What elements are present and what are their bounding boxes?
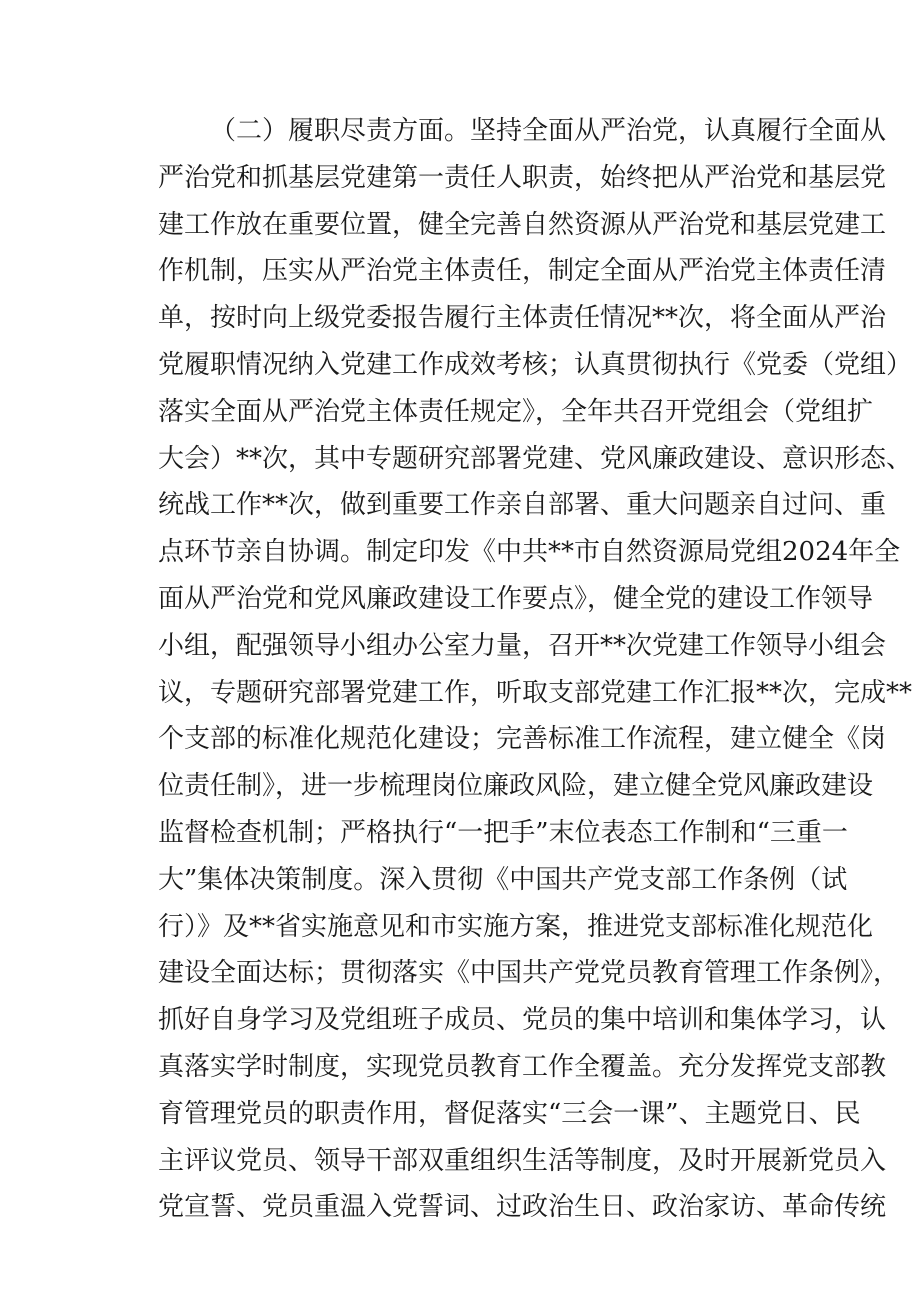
paragraph-line: 位责任制》，进一步梳理岗位廉政风险，建立健全党风廉政建设	[158, 771, 874, 802]
paragraph-line: 党履职情况纳入党建工作成效考核；认真贯彻执行《党委（党组）	[158, 349, 913, 380]
paragraph-line: 党宣誓、党员重温入党誓词、过政治生日、政治家访、革命传统	[158, 1192, 887, 1223]
paragraph-line: 面从严治党和党风廉政建设工作要点》，健全党的建设工作领导	[158, 583, 874, 614]
paragraph-line: 统战工作**次，做到重要工作亲自部署、重大问题亲自过问、重	[158, 490, 887, 521]
paragraph-line: 真落实学时制度，实现党员教育工作全覆盖。充分发挥党支部教	[158, 1051, 887, 1082]
paragraph-line: 监督检查机制；严格执行“一把手”末位表态工作制和“三重一	[158, 817, 848, 848]
paragraph-line: 大”集体决策制度。深入贯彻《中国共产党支部工作条例（试	[158, 864, 848, 895]
paragraph-line: 小组，配强领导小组办公室力量，召开**次党建工作领导小组会	[158, 630, 887, 661]
paragraph-line: 主评议党员、领导干部双重组织生活等制度，及时开展新党员入	[158, 1145, 887, 1176]
paragraph-line: 落实全面从严治党主体责任规定》，全年共召开党组会（党组扩	[158, 396, 874, 427]
paragraph-line: 作机制，压实从严治党主体责任，制定全面从严治党主体责任清	[158, 256, 887, 287]
paragraph-line: 议，专题研究部署党建工作，听取支部党建工作汇报**次，完成**	[158, 677, 913, 708]
body-paragraph	[158, 108, 913, 1231]
paragraph-line: 点环节亲自协调。制定印发《中共**市自然资源局党组2024年全	[158, 537, 901, 568]
paragraph-line: 单，按时向上级党委报告履行主体责任情况**次，将全面从严治	[158, 303, 887, 334]
paragraph-line: 建设全面达标；贯彻落实《中国共产党党员教育管理工作条例》，	[158, 958, 900, 989]
paragraph-line: （二）履职尽责方面。坚持全面从严治党，认真履行全面从	[210, 116, 887, 146]
paragraph-line: 严治党和抓基层党建第一责任人职责，始终把从严治党和基层党	[158, 162, 887, 193]
paragraph-line: 大会）**次，其中专题研究部署党建、党风廉政建设、意识形态、	[158, 443, 913, 474]
paragraph-line: 个支部的标准化规范化建设；完善标准工作流程，建立健全《岗	[158, 724, 887, 755]
paragraph-line: 行）》及**省实施意见和市实施方案，推进党支部标准化规范化	[158, 911, 874, 942]
paragraph-line: 建工作放在重要位置，健全完善自然资源从严治党和基层党建工	[158, 209, 887, 240]
paragraph-line: 抓好自身学习及党组班子成员、党员的集中培训和集体学习，认	[158, 1005, 887, 1036]
paragraph-line: 育管理党员的职责作用，督促落实“三会一课”、主题党日、民	[158, 1098, 861, 1129]
